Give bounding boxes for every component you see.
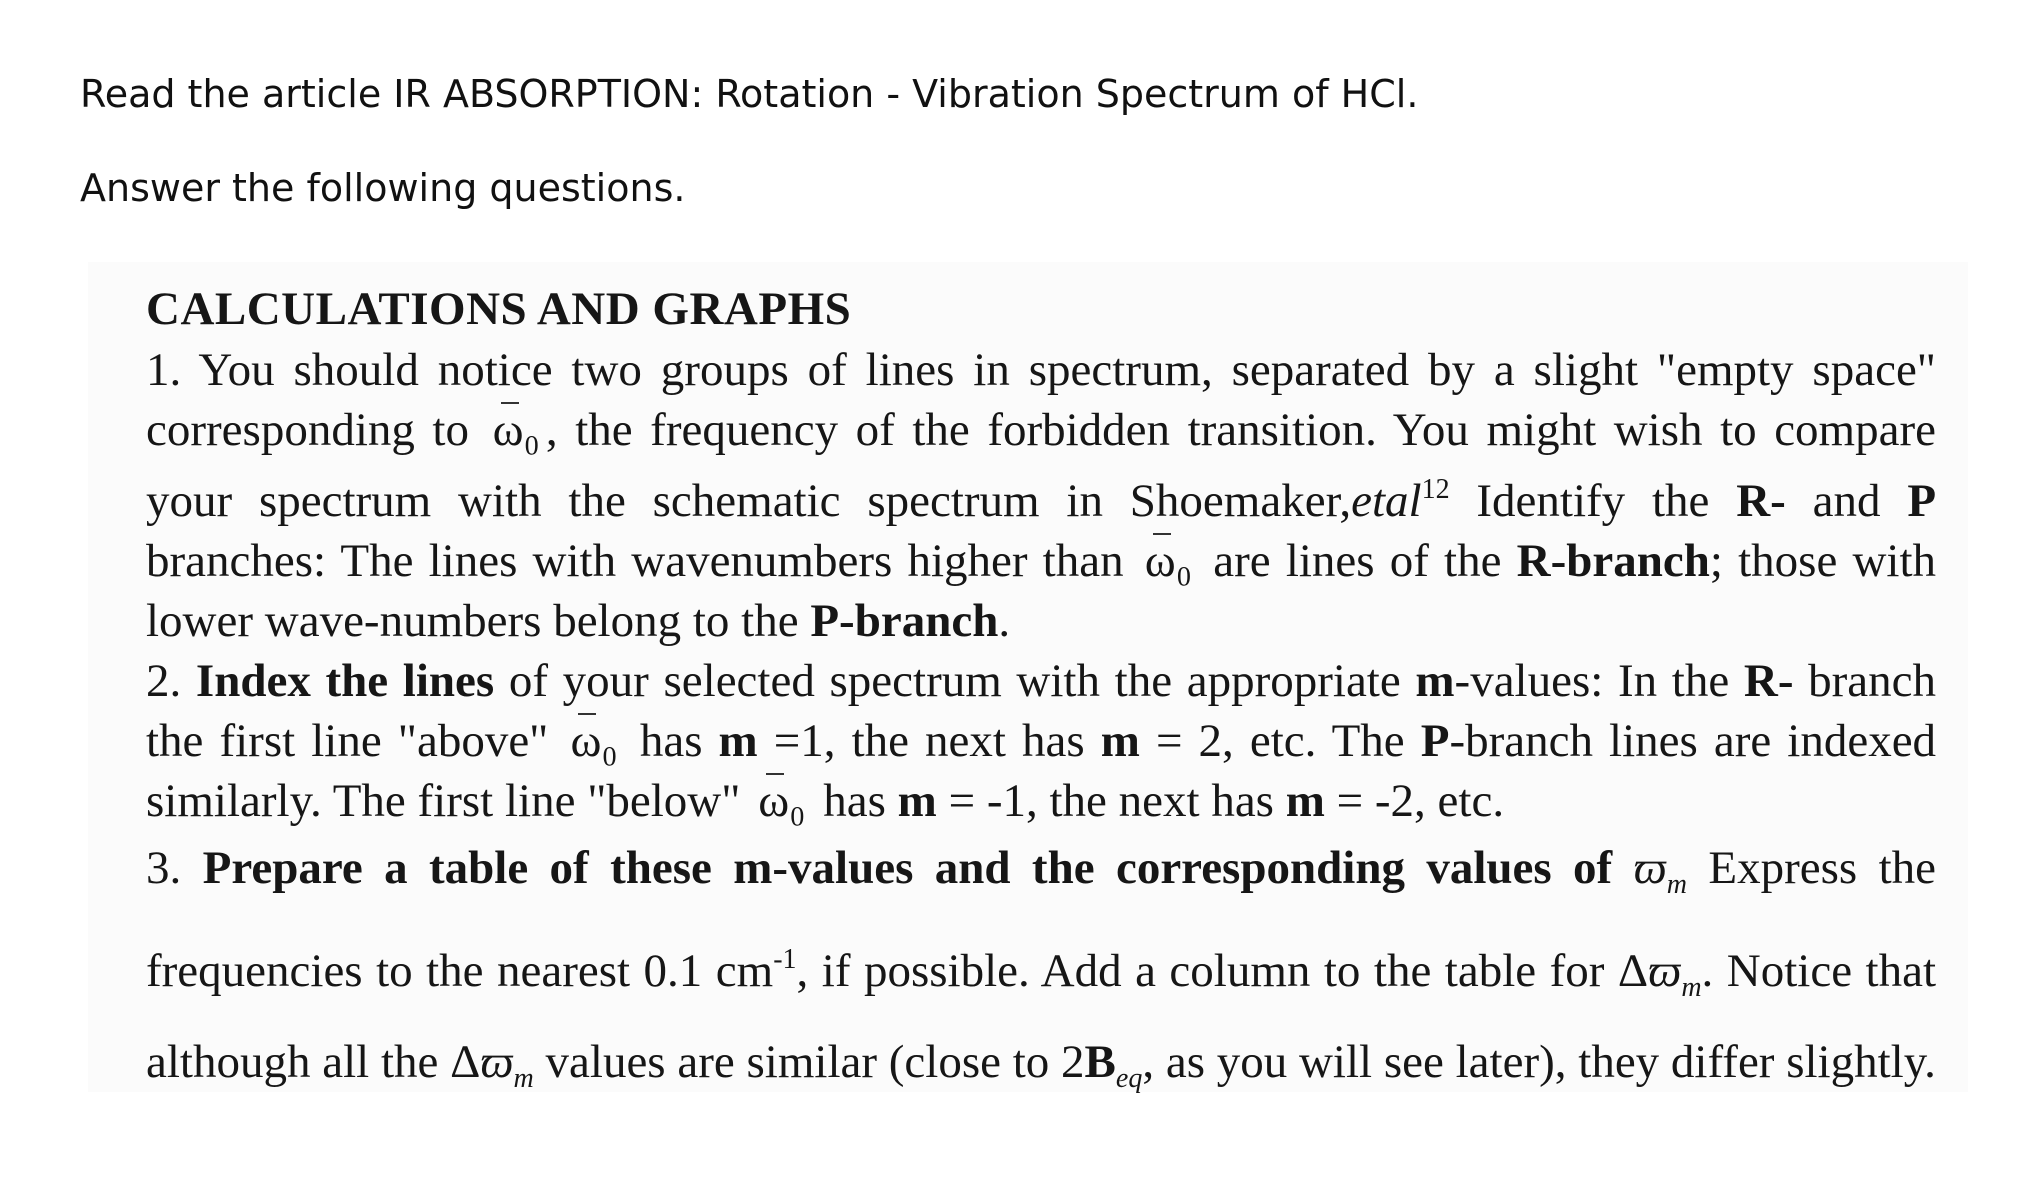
item2-m-1: m	[1415, 655, 1455, 707]
varpi-symbol: ϖ	[1633, 842, 1667, 894]
unit-superscript: -1	[773, 944, 797, 975]
varpi-symbol: ϖ	[480, 1036, 514, 1088]
item1-p-branch: P-branch	[810, 595, 999, 647]
item2-text-c: branch the first line "above"	[146, 655, 1936, 767]
item3-text-b: , if possible. Add a column to the table for Δ	[796, 945, 1649, 997]
instruction-item-1	[146, 340, 1936, 651]
item3-text-d: values are similar (close to 2	[545, 1036, 1085, 1088]
item2-p-label: P	[1420, 715, 1450, 767]
subscript-eq: eq	[1115, 1063, 1143, 1094]
item2-text-h: has	[823, 775, 886, 827]
item2-text-f: = 2, etc. The	[1155, 715, 1405, 767]
item3-text-c: . Notice that although all the Δ	[146, 945, 1937, 1088]
item1-text-e: branches: The lines with wavenumbers higher than	[146, 535, 1124, 587]
item1-text-c: Identify the	[1476, 475, 1710, 527]
item3-text-a: Express the frequencies to the nearest 0.1 cm	[146, 842, 1936, 997]
omega-zero-symbol: ω₀	[1139, 531, 1198, 591]
reference-superscript: 12	[1421, 474, 1450, 505]
item1-etal: etal	[1351, 475, 1422, 527]
item1-text-b: , the frequency of the forbidden transition. You might wish to compare your spectrum with the schematic spectrum in Shoemaker,	[146, 404, 1936, 527]
item2-m-5: m	[1285, 775, 1325, 827]
item2-text-b: -values: In the	[1454, 655, 1730, 707]
item3-number: 3.	[146, 842, 182, 894]
item2-m-3: m	[1100, 715, 1140, 767]
item1-text-h: .	[998, 595, 1011, 647]
item2-text-d: has	[639, 715, 703, 767]
scanned-document-excerpt	[88, 262, 1968, 1092]
subscript-m: m	[513, 1063, 534, 1094]
item1-text-a: 1. You should notice two groups of lines in spectrum, separated by a slight "empty space" corresponding to	[146, 344, 1936, 456]
excerpt-content	[146, 282, 1936, 1116]
item2-text-e: =1, the next has	[773, 715, 1085, 767]
item1-r-branch: R-branch	[1516, 535, 1710, 587]
intro-line-answer-questions: Answer the following questions.	[80, 166, 686, 210]
subscript-m: m	[1681, 972, 1702, 1003]
item2-text-j: = -2, etc.	[1336, 775, 1505, 827]
section-heading: CALCULATIONS AND GRAPHS	[146, 283, 852, 335]
item2-text-i: = -1, the next has	[948, 775, 1274, 827]
item1-r-label: R-	[1736, 475, 1786, 527]
instruction-item-2	[146, 651, 1936, 831]
instruction-item-3	[146, 831, 1936, 1116]
item1-text-g: ; those with lower wave-numbers belong to the	[146, 535, 1937, 647]
item2-bold-lead: Index the lines	[195, 655, 495, 707]
item2-text-g: -branch lines are indexed similarly. The first line "below"	[146, 715, 1937, 827]
intro-line-read-article: Read the article IR ABSORPTION: Rotation - Vibration Spectrum of HCl.	[80, 72, 1419, 116]
omega-zero-symbol: ω₀	[752, 771, 811, 831]
item1-p-label: P	[1907, 475, 1937, 527]
omega-zero-symbol: ω₀	[564, 711, 623, 771]
item2-number: 2.	[146, 655, 182, 707]
item1-text-f: are lines of the	[1213, 535, 1502, 587]
item2-r-label: R-	[1743, 655, 1794, 707]
omega-zero-symbol: ω₀	[487, 400, 546, 460]
subscript-m: m	[1666, 869, 1688, 900]
item2-text-a: of your selected spectrum with the appropriate	[508, 655, 1401, 707]
item3-bold-lead: Prepare a table of these m-values and the corresponding values of	[202, 842, 1613, 894]
item3-b-symbol: B	[1084, 1036, 1116, 1088]
item3-text-e: , as you will see later), they differ slightly.	[1142, 1036, 1936, 1088]
item2-m-4: m	[897, 775, 937, 827]
varpi-symbol: ϖ	[1648, 945, 1682, 997]
item2-m-2: m	[718, 715, 758, 767]
item1-text-d: and	[1812, 475, 1881, 527]
